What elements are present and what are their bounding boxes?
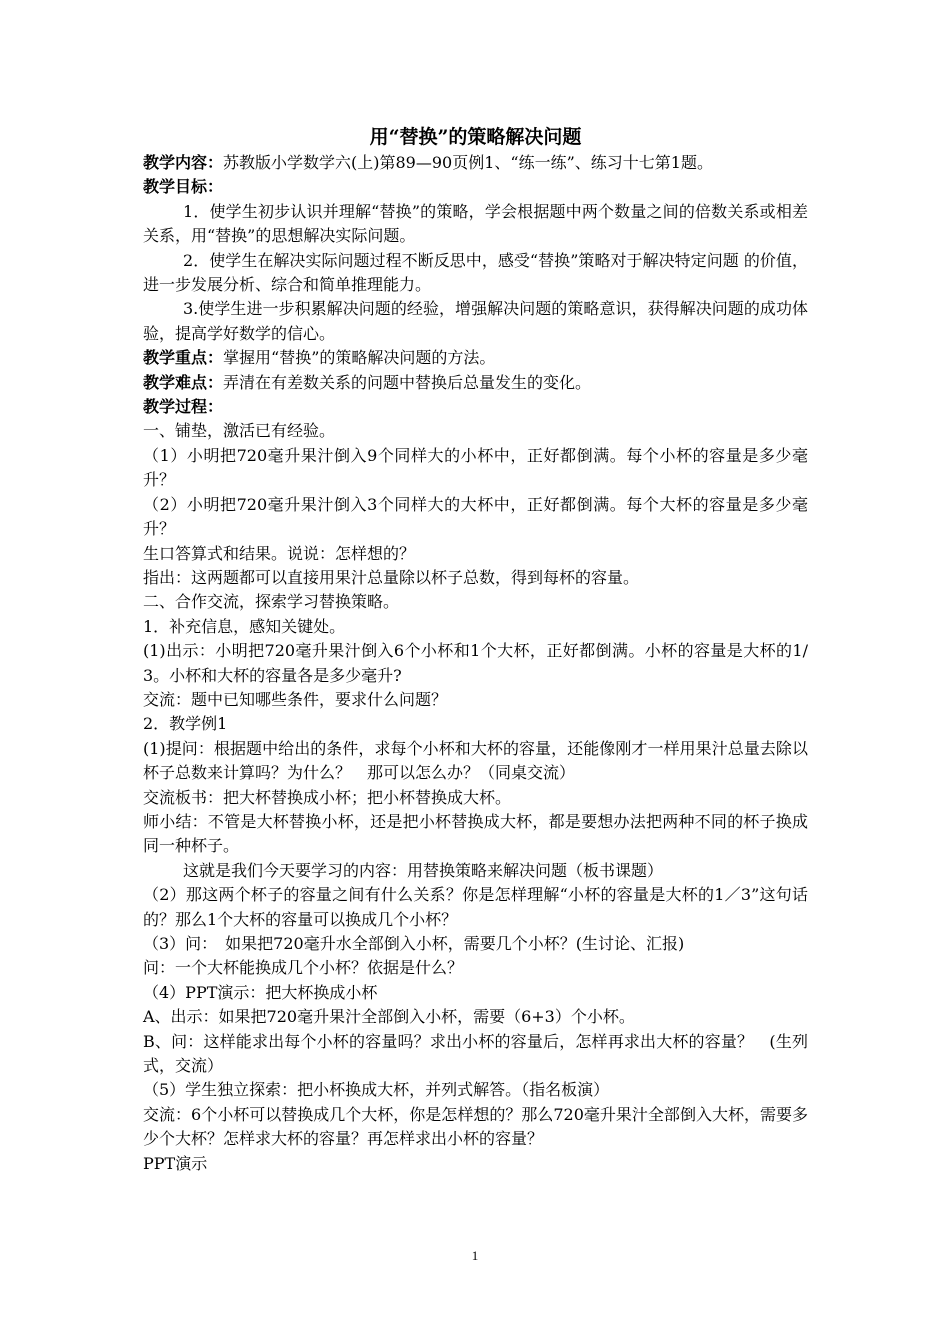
teaching-difficulty	[143, 371, 808, 395]
key-point-text: 掌握用“替换”的策略解决问题的方法。	[223, 348, 496, 368]
process-line: (1)提问：根据题中给出的条件，求每个小杯和大杯的容量，还能像刚才一样用果汁总量去除以杯子总数来计算吗？为什么？ 那可以怎么办？（同桌交流）	[143, 738, 808, 783]
process-line: 1．补充信息，感知关键处。	[143, 616, 346, 636]
key-point-label: 教学重点：	[143, 348, 224, 368]
process-line: 交流板书：把大杯替换成小杯；把小杯替换成大杯。	[143, 787, 512, 807]
teaching-content	[143, 151, 808, 175]
page-number: 1	[471, 1248, 479, 1263]
goal-1: 1．使学生初步认识并理解“替换”的策略，学会根据题中两个数量之间的倍数关系或相差关系，用“替换”的思想解决实际问题。	[143, 201, 808, 246]
process-line: 2．教学例1	[143, 714, 228, 734]
process-line: （5）学生独立探索：把小杯换成大杯，并列式解答。（指名板演）	[143, 1080, 610, 1100]
document-title: 用“替换”的策略解决问题	[369, 126, 582, 148]
teaching-content-label: 教学内容：	[143, 153, 224, 172]
teaching-goals-label: 教学目标：	[143, 177, 224, 197]
process-line: PPT演示	[143, 1153, 208, 1173]
process-line: 二、合作交流，探索学习替换策略。	[143, 592, 400, 612]
process-line: （1）小明把720毫升果汁倒入9个同样大的小杯中，正好都倒满。每个小杯的容量是多少毫升？	[143, 445, 808, 490]
process-line: 一、铺垫，激活已有经验。	[143, 421, 336, 441]
process-line: （3）问： 如果把720毫升水全部倒入小杯，需要几个小杯？(生讨论、汇报)	[143, 934, 685, 953]
process-line: (1)出示：小明把720毫升果汁倒入6个小杯和1个大杯，正好都倒满。小杯的容量是大杯的1/3。小杯和大杯的容量各是多少毫升?	[143, 641, 808, 685]
difficulty-text: 弄清在有差数关系的问题中替换后总量发生的变化。	[223, 372, 592, 392]
goal-3: 3.使学生进一步积累解决问题的经验，增强解决问题的策略意识，获得解决问题的成功体验，提高学好数学的信心。	[143, 299, 808, 343]
teaching-process-label: 教学过程：	[143, 397, 224, 417]
process-line: （4）PPT演示：把大杯换成小杯	[143, 982, 378, 1002]
process-line: 交流：题中已知哪些条件，要求什么问题？	[143, 689, 448, 709]
difficulty-label: 教学难点：	[143, 372, 224, 392]
process-line: 交流：6个小杯可以替换成几个大杯，你是怎样想的？那么720毫升果汁全部倒入大杯，需要多少个大杯？怎样求大杯的容量？再怎样求出小杯的容量？	[143, 1104, 808, 1149]
process-line: B、问：这样能求出每个小杯的容量吗？求出小杯的容量后，怎样再求出大杯的容量？ (生列式，交流）	[143, 1031, 808, 1076]
process-line: A、出示：如果把720毫升果汁全部倒入小杯，需要（6+3）个小杯。	[143, 1007, 635, 1027]
process-line: （2）那这两个杯子的容量之间有什么关系？你是怎样理解“小杯的容量是大杯的1／3”这句话的？那么1个大杯的容量可以换成几个小杯？	[143, 885, 808, 929]
process-line: （2）小明把720毫升果汁倒入3个同样大的大杯中，正好都倒满。每个大杯的容量是多少毫升？	[143, 494, 808, 539]
process-line: 问：一个大杯能换成几个小杯？依据是什么？	[143, 958, 464, 978]
process-line: 师小结：不管是大杯替换小杯，还是把小杯替换成大杯，都是要想办法把两种不同的杯子换成同一种杯子。	[143, 811, 808, 856]
goal-2: 2．使学生在解决实际问题过程不断反思中，感受“替换”策略对于解决特定问题 的价值，进一步发展分析、综合和简单推理能力。	[143, 250, 808, 295]
document-body	[143, 124, 808, 1176]
teaching-content-text: 苏教版小学数学六(上)第89—90页例1、“练一练”、练习十七第1题。	[223, 153, 713, 172]
process-line: 指出：这两题都可以直接用果汁总量除以杯子总数，得到每杯的容量。	[143, 567, 640, 587]
process-line: 生口答算式和结果。说说：怎样想的？	[143, 543, 416, 563]
teaching-key-point	[143, 346, 808, 370]
topic-intro-line: 这就是我们今天要学习的内容：用替换策略来解决问题（板书课题）	[183, 860, 664, 880]
